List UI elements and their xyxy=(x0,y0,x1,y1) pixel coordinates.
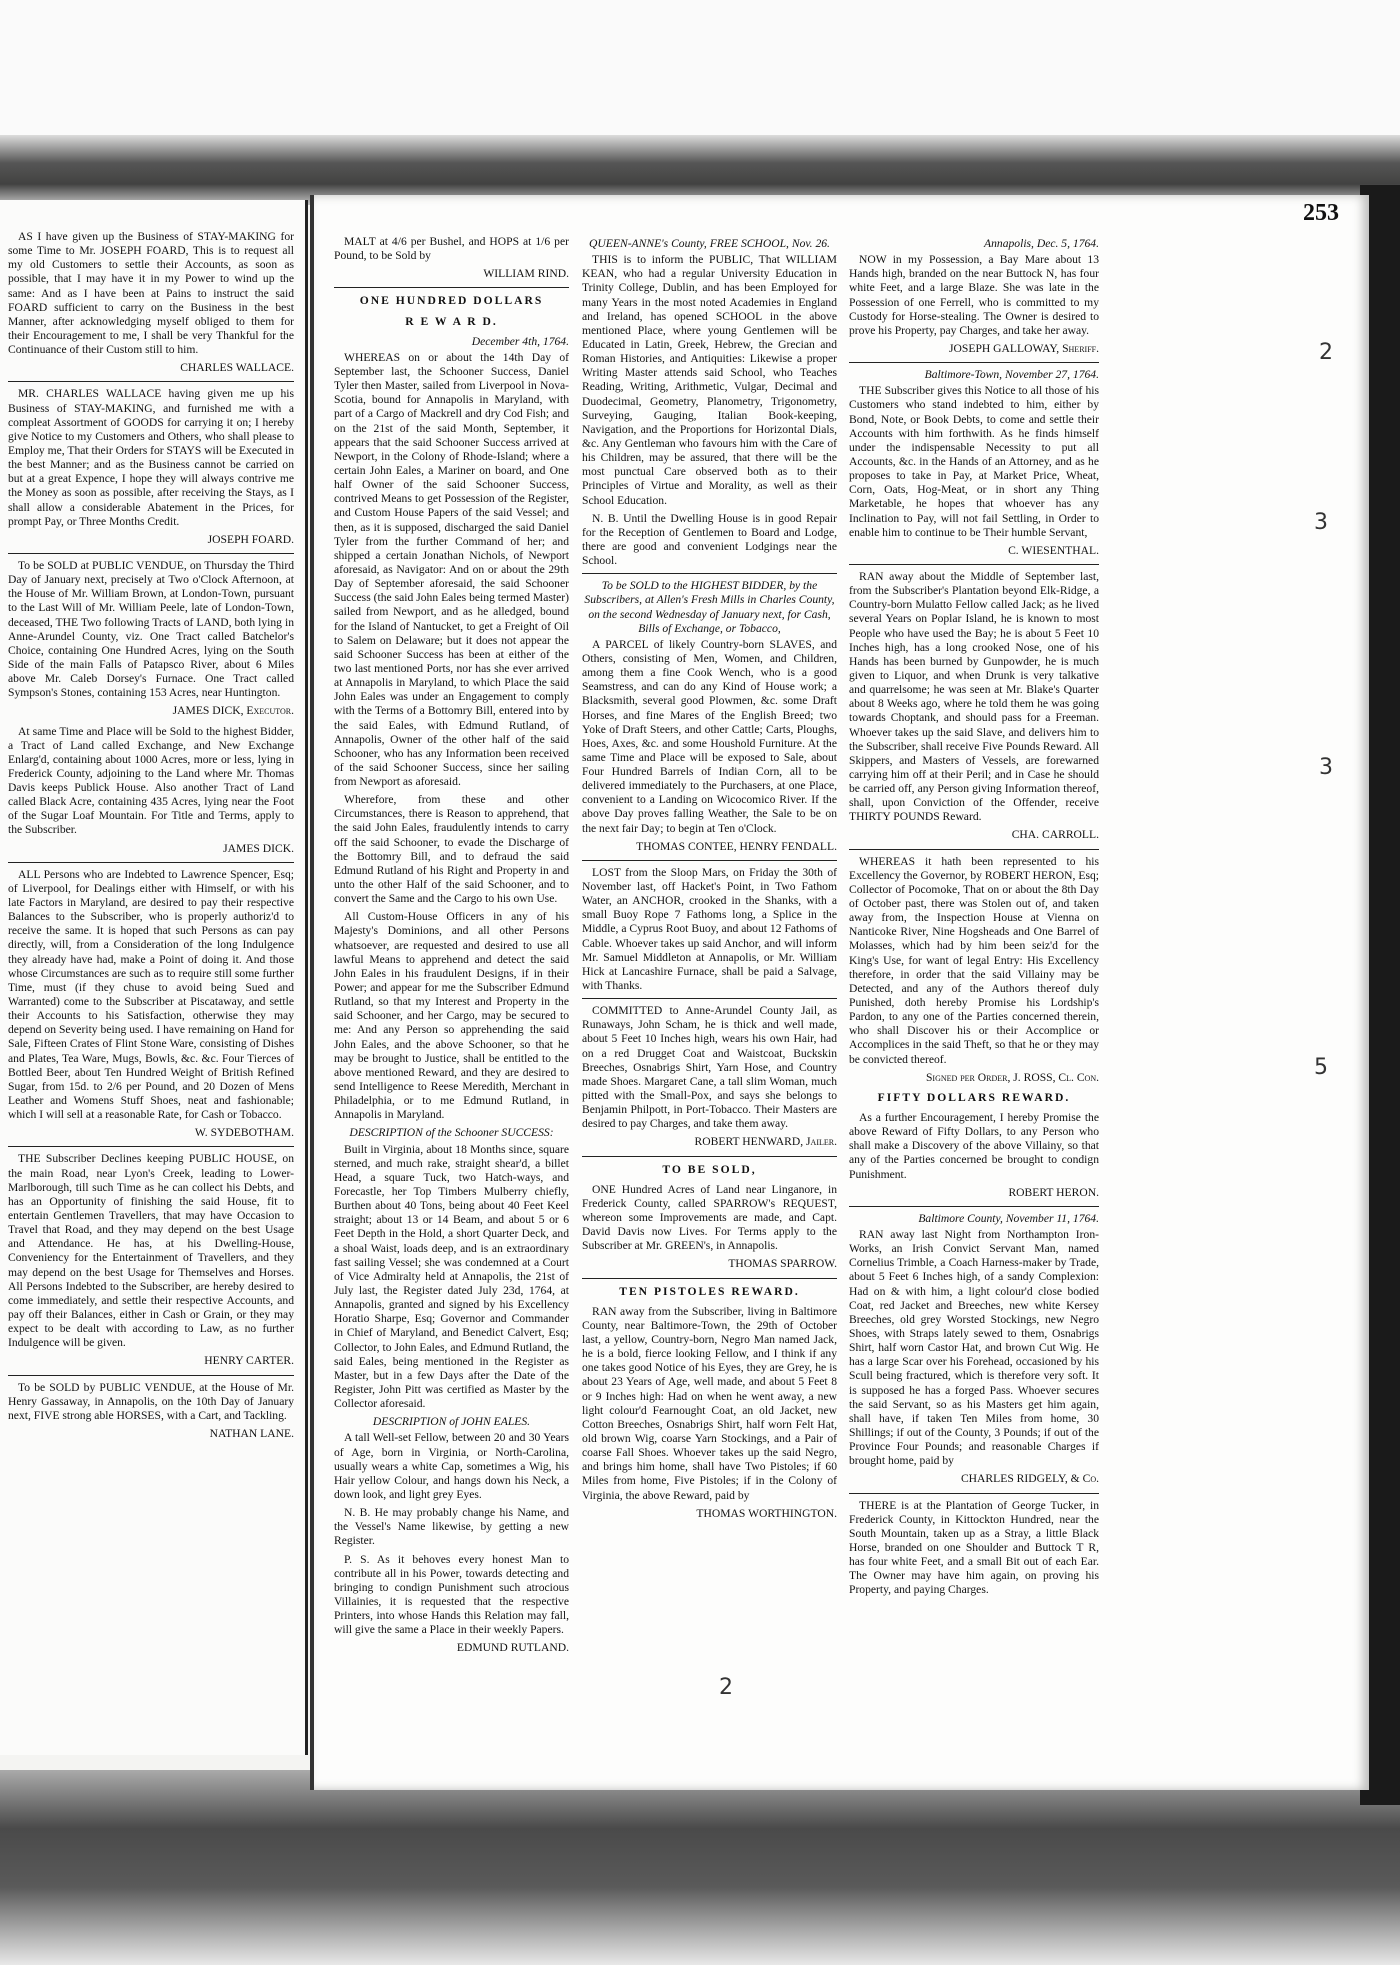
lost-anchor: LOST from the Sloop Mars, on Friday the 30th of November last, off Hacket's Point, in Two Fathom Water, an ANCHOR, crooked in the Shanks, with a small Buoy Rope 7 Fathoms long, a Splice in the Middle, a Cyprus Root Buoy, and about 12 Fathoms of Cable. Whoever takes up said Anchor, and will inform Mr. Samuel Middleton at Annapolis, or Mr. William Hick at Lancashire Furnace, shall be paid a Salvage, with Thanks. xyxy=(582,865,837,993)
mare-sign: JOSEPH GALLOWAY, Sheriff. xyxy=(949,341,1099,355)
rule xyxy=(582,1156,837,1157)
margin-mark: 3 xyxy=(1319,755,1333,780)
wiesenthal-ad: THE Subscriber gives this Notice to all those of his Customers who stand indebted to him, either by Bond, Note, or Book Debts, to come and settle their Accounts with him forthwith. As he finds himself under the indispensable Necessity to put all Accounts, &c. in the Hands of an Attorney, and as he proposes to take in Pay, at Market Price, Wheat, Corn, Oats, Hog-Meat, or in short any Thing Marketable, he hopes that whoever has any Inclination to Pay, will not fail Settling, in Order to enable him to continue to be Their humble Servant, xyxy=(849,384,1099,539)
reward-p3: All Custom-House Officers in any of his Majesty's Dominions, and all other Persons whatsoever, are requested and desired to use all lawful Means to apprehend and detect the said John Eales in his fraudulent Designs, if in their Power; and appear for me the Subscriber Edmund Rutland, so that my Interest and Property in the said Schooner, and her Cargo, may be secured to me: And any Person so apprehending the said John Eales, and the above Schooner, so that he may be brought to Justice, shall be entitled to the above mentioned Reward, and they are desired to send Intelligence to Reese Meredith, Merchant in Philadelphia, or to me Edmund Rutland, in Annapolis in Maryland. xyxy=(334,910,569,1122)
heron-reward: As a further Encouragement, I hereby Promise the above Reward of Fifty Dollars, to any Person who shall make a Discovery of the above Villainy, so that any of the Parties concerned be brought to condign Punishment. xyxy=(849,1111,1099,1181)
ad-spencer: ALL Persons who are Indebted to Lawrence Spencer, Esq; of Liverpool, for Dealings either with Himself, or with his late Factors in Maryland, are desired to pay their respective Balances to the Subscriber, who is properly authoriz'd to receive the same. It is hoped that such Persons as can pay directly, will, from a Consideration of the long Indulgence they already have had, make a Point of doing it. And those whose Circumstances are such as to require still some further Time, must (if they chuse to avoid being Sued and Warranted) come to the Subscriber at Piscataway, and settle their Accounts to his Satisfaction, otherwise they may depend on Severity being used. I have remaining on Hand for Sale, Fifteen Crates of Flint Stone Ware, consisting of Dishes and Plates, Tea Ware, Mugs, Bowls, &c. &c. Four Tierces of Bottled Beer, about Ten Hundred Weight of British Refined Sugar, from 15d. to 2/6 per Pound, and 20 Dozen of Mens Leather and Womens Stuff Shoes, neat and fashionable; which I will sell at a reasonable Rate, for Cash or Tobacco. xyxy=(8,867,294,1122)
ad-vendue-land: To be SOLD at PUBLIC VENDUE, on Thursday the Third Day of January next, precisely at Two o'Clock Afternoon, at the House of Mr. William Brown, at London-Town, pursuant to the Last Will of Mr. William Peele, late of London-Town, deceased, THE Two following Tracts of LAND, both lying in Anne-Arundel County, viz. One Tract called Batchelor's Choice, containing One Hundred Acres, lying on the South Side of the main Falls of Patapsco River, about 6 Miles above Mr. Caleb Dorsey's Furnace. One Tract called Sympson's Stones, containing 153 Acres, near Huntington. xyxy=(8,558,294,700)
slaves-sale-heading: To be SOLD to the HIGHEST BIDDER, by the Subscribers, at Allen's Fresh Mills in Charles County, on the second Wednesday of January next, for Cash, Bills of Exchange, or Tobacco, xyxy=(584,579,835,635)
rule xyxy=(8,1375,294,1376)
pistoles-ad: RAN away from the Subscriber, living in Baltimore County, near Baltimore-Town, the 29th of October last, a yellow, Country-born, Negro Man named Jack, he is a bold, fierce looking Fellow, and I think if any one takes good Notice of his Eyes, they are Grey, he is about 23 Years of Age, well made, and about 5 Feet 8 or 9 Inches high: Had on when he went away, a new light colour'd Fearnought Coat, an old Jacket, new Cotton Breeches, Osnabrigs Shirt, half worn Felt Hat, old brown Wig, coarse Yarn Stockings, and a Pair of coarse Fall Shoes. Whoever takes up the said Negro, and brings him home, shall have Two Pistoles; if 60 Miles from home, Five Pistoles; if in the Colony of Virginia, the above Reward, paid by xyxy=(582,1304,837,1502)
right-page xyxy=(310,195,1369,1790)
school-heading: QUEEN-ANNE's County, FREE SCHOOL, Nov. 26. xyxy=(589,237,830,250)
left-page-column xyxy=(8,230,294,1447)
left-page xyxy=(0,200,308,1755)
pistoles-sign: THOMAS WORTHINGTON. xyxy=(696,1506,837,1520)
gutter-shadow-bottom xyxy=(0,1770,1400,1965)
column-2 xyxy=(582,235,837,1527)
reward-ps: P. S. As it behoves every honest Man to contribute all in his Power, towards detecting and bringing to condign Punishment such atrocious Villainies, it is requested that the respective Printers, into whose Hands this Relation may fall, will give the same a Place in their weekly Papers. xyxy=(334,1552,569,1637)
sold-heading: TO BE SOLD, xyxy=(662,1162,757,1176)
reward-date: December 4th, 1764. xyxy=(471,334,569,348)
wiesenthal-sign: C. WIESENTHAL. xyxy=(1008,543,1099,557)
trimble-sign: CHARLES RIDGELY, & Co. xyxy=(960,1472,1099,1486)
rule xyxy=(582,1278,837,1279)
ad-wallace-sign: CHARLES WALLACE. xyxy=(180,361,294,375)
desc-eales-heading: DESCRIPTION of JOHN EALES. xyxy=(372,1415,531,1429)
committed-sign: ROBERT HENWARD, Jailer. xyxy=(694,1135,837,1149)
page-number: 253 xyxy=(1303,200,1339,226)
rule xyxy=(334,287,569,288)
rule xyxy=(849,362,1099,363)
school-ad: THIS is to inform the PUBLIC, That WILLIAM KEAN, who had a regular University Education in Trinity College, Dublin, and has been Employed for many Years in the most noted Academies in England and Ireland, has opened SCHOOL in the above mentioned Place, where young Gentlemen will be Educated in Latin, Greek, Hebrew, the Grecian and Roman Histories, and Antiquities: Likewise a proper Writing Master attends said School, who Teaches Reading, Writing, Arithmetic, Vulgar, Decimal and Duodecimal, Geometry, Planometry, Trigonometry, Surveying, Gauging, Italian Book-keeping, Navigation, and the Proportions for Horizontal Dials, &c. Any Gentleman who favours him with the Care of his Children, may be assured, that there will be the most punctual Care observed both as to their Principles of Virtue and Morality, as well as their School Education. xyxy=(582,253,837,507)
slaves-sale-sign: THOMAS CONTEE, HENRY FENDALL. xyxy=(636,839,837,853)
ad-public-house-sign: HENRY CARTER. xyxy=(204,1354,294,1368)
heron-sign-1: Signed per Order, J. ROSS, Cl. Con. xyxy=(925,1070,1099,1084)
scan-background-top xyxy=(0,0,1400,135)
stray-horse: THERE is at the Plantation of George Tucker, in Frederick County, in Kittockton Hundred, near the South Mountain, taken up as a Stray, a little Black Horse, branded on one Shoulder and Buttock T R, has four white Feet, and a small Bit out of each Ear. The Owner may have him again, on proving his Property, and paying Charges. xyxy=(849,1498,1099,1597)
reward-sign: EDMUND RUTLAND. xyxy=(456,1641,569,1655)
slaves-sale: A PARCEL of likely Country-born SLAVES, and Others, consisting of Men, Women, and Children, among them a fine Cook Wench, who is a good Seamstress, and can do any Kind of House work; a Blacksmith, several good Plowmen, &c. some Draft Horses, and fine Mares of the English Breed; two Yoke of Draft Steers, and other Cattle; Carts, Ploughs, Hoes, Axes, &c. and some Houshold Furniture. At the same Time and Place will be exposed to Sale, about Four Hundred Barrels of Indian Corn, all to be delivered immediately to the Purchasers, at one Place, convenient to a Landing on Wicocomico River. If the above Day proves falling Weather, the Sale to be on the next fair Day; to begin at Ten o'Clock. xyxy=(582,637,837,835)
desc-schooner: Built in Virginia, about 18 Months since, square sterned, and much rake, straight shear'd, a billet Head, a square Tuck, two Hatch-ways, and Forecastle, her Top Timbers Mulberry chiefly, Burthen about 40 Tons, being about 40 Feet Keel straight; about 13 or 14 Beam, and about 5 or 6 Feet Depth in the Hold, a short Quarter Deck, and a shoal Waist, loads deep, and is an extraordinary fast sailing Vessel; she was condemned at a Court of Vice Admiralty held at Annapolis, the 21st of July last, the Register dated July 23d, 1764, at Annapolis, granted and signed by his Excellency Horatio Sharpe, Esq; Governor and Commander in Chief of Maryland, and Benedict Calvert, Esq; Collector, to John Eales, and Edmund Rutland, the said Eales, being mentioned in the Register as Master, but in a few Days after the Date of the Register, John Pitt was certified as Master by the Collector aforesaid. xyxy=(334,1142,569,1411)
ad-horses-sign: NATHAN LANE. xyxy=(209,1426,294,1440)
malt-sign: WILLIAM RIND. xyxy=(483,267,569,281)
reward-p1: WHEREAS on or about the 14th Day of September last, the Schooner Success, Daniel Tyler then Master, sailed from Liverpool in Nova-Scotia, bound for Annapolis in Maryland, with part of a Cargo of Mackrell and dry Cod Fish; and on the 21st of the said Month, September, it appears that the said Schooner Success arrived at Newport, in the Colony of Rhode-Island; where a certain John Eales, a Mariner on board, and One half Owner of the said Schooner Success, contrived Means to get Possession of the Register, and Custom House Papers of the said Vessel; and then, as it is supposed, discharged the said Daniel Tyler from the further Command of her; and shipped a certain Jonathan Nichols, of Newport aforesaid, as Navigator: And on or about the 29th Day of September aforesaid, the said Schooner Success (the said John Eales being termed Master) sailed from Newport, and as he alledged, bound for the Island of Nantucket, to get a Freight of Oil to Salem on Delaware; but it does not appear the said Schooner Success has been at either of the two last mentioned Ports, nor has she ever arrived at Annapolis in Maryland, to which Place the said John Eales was under an Engagement to comply with the Terms of a Bottomry Bill, entered into by the said Eales, with Edmund Rutland, of Annapolis, Owner of the other half of the said Schooner, who has any Information been received of the said Schooner Success, since her sailing from Newport as aforesaid. xyxy=(334,350,569,789)
ad-horses: To be SOLD by PUBLIC VENDUE, at the House of Mr. Henry Gassaway, in Annapolis, on the 10th Day of January next, FIVE strong able HORSES, with a Cart, and Tackling. xyxy=(8,1380,294,1422)
pistoles-heading: TEN PISTOLES REWARD. xyxy=(619,1284,800,1298)
mare-date: Annapolis, Dec. 5, 1764. xyxy=(984,237,1099,250)
rule xyxy=(849,564,1099,565)
heron-notice: WHEREAS it hath been represented to his Excellency the Governor, by ROBERT HERON, Esq; Collector of Pocomoke, That on or about the 8th Day of October past, there was Stolen out of, and taken away from, the Inspection House at Vienna on Nanticoke River, Nine Hogsheads and One Barrel of Molasses, which had by him been seiz'd for the King's Use, for want of legal Entry: His Excellency therefore, in order that the said Villainy may be Detected, and any of the Authors thereof duly Punished, doth hereby Promise his Lordship's Pardon, to any one of the Parties concerned therein, who shall Discover his or their Accomplice or Accomplices in the said Theft, so that he or they may be convicted thereof. xyxy=(849,854,1099,1066)
ad-wallace: AS I have given up the Business of STAY-MAKING for some Time to Mr. JOSEPH FOARD, This is to request all my old Customers to settle their Accounts, as soon as possible, that I may have it in my Power to wind up the same: And as I have been at Pains to instruct the said FOARD sufficient to carry on the Business in the best Manner, after acknowledging myself obliged to them for their Encouragement to me, I shall be very Thankful for the Continuance of their Custom still to him. xyxy=(8,230,294,357)
committed-ad: COMMITTED to Anne-Arundel County Jail, as Runaways, John Scham, he is thick and well made, about 5 Feet 10 Inches high, wears his own Hair, had on a red Drugget Coat and Waistcoat, Buckskin Breeches, Osnabrigs Shirt, Yarn Hose, and Country made Shoes. Margaret Cane, a tall slim Woman, much pitted with the Small-Pox, and says she belongs to Benjamin Philpott, in Port-Tobacco. Their Masters are desired to pay Charges, and take them away. xyxy=(582,1004,837,1131)
rule xyxy=(849,849,1099,850)
sold-sign: THOMAS SPARROW. xyxy=(728,1257,837,1271)
desc-schooner-heading: DESCRIPTION of the Schooner SUCCESS: xyxy=(349,1126,554,1140)
ad-foard-sign: JOSEPH FOARD. xyxy=(207,532,294,546)
ad-exchange: At same Time and Place will be Sold to the highest Bidder, a Tract of Land called Exchange, and New Exchange Enlarg'd, containing about 1000 Acres, more or less, lying in Frederick County, adjoining to the Land where Mr. Thomas Davis keeps Publick House. Also another Tract of Land called Black Acre, containing 435 Acres, lying near the Foot of the Sugar Loaf Mountain. For Title and Terms, apply to the Subscriber. xyxy=(8,724,294,837)
margin-mark: 2 xyxy=(1319,340,1333,365)
mare-ad: NOW in my Possession, a Bay Mare about 13 Hands high, branded on the near Buttock N, has four white Feet, and a large Blaze. She was late in the Possession of one Ferrell, who is committed to my Custody for Horse-stealing. The Owner is desired to prove his Property, pay Charges, and take her away. xyxy=(849,253,1099,337)
reward-nb: N. B. He may probably change his Name, and the Vessel's Name likewise, by getting a new Register. xyxy=(334,1506,569,1548)
heron-reward-heading: FIFTY DOLLARS REWARD. xyxy=(877,1090,1071,1104)
heron-sign-2: ROBERT HERON. xyxy=(1008,1185,1099,1199)
runaway-trimble: RAN away last Night from Northampton Iron-Works, an Irish Convict Servant Man, named Cornelius Trimble, a Coach Harness-maker by Trade, about 5 Feet 6 Inches high, of a sandy Complexion: Had on & with him, a light colour'd close bodied Coat, red Jacket and Breeches, new white Kersey Breeches, old grey Worsted Stockings, new Negro Shoes, with Straps lately sewed to them, Osnabrigs Shirt, half worn Castor Hat, and brown Cut Wig. He has a large Scar over his Forehead, occasioned by his Scull being fractured, which is therefore very soft. It is supposed he has a forged Pass. Whoever secures the said Servant, so as his Masters get him again, shall have, if taken Ten Miles from home, 30 Shillings; if out of the County, 3 Pounds; if out of the Province Four Pounds; and reasonable Charges if brought home, paid by xyxy=(849,1228,1099,1468)
ad-public-house: THE Subscriber Declines keeping PUBLIC HOUSE, on the main Road, near Lyon's Creek, leading to Lower-Marlborough, till such Time as he can collect his Debts, and has an Opportunity of finishing the said House, fit to entertain Gentlemen Travellers, that may have Occasion to Travel that Road, and they may depend on the best Usage and Attendance. He has, at his Dwelling-House, Conveniency for the Entertainment of Travellers, and they may depend on the best Usage for Themselves and Horses. All Persons Indebted to the Subscriber, are hereby desired to come immediately, and settle their respective Accounts, and pay off their Balances, either in Cash or Grain, or they may expect to be dealt with according to Law, as no further Indulgence will be given. xyxy=(8,1152,294,1350)
reward-heading: ONE HUNDRED DOLLARS xyxy=(359,294,544,308)
rule xyxy=(849,1493,1099,1494)
margin-mark: 5 xyxy=(1314,1055,1328,1080)
margin-mark: 3 xyxy=(1314,510,1328,535)
rule xyxy=(8,862,294,863)
ad-foard: MR. CHARLES WALLACE having given me up his Business of STAY-MAKING, and furnished me with a compleat Assortment of GOODS for carrying it on; I hereby give Notice to my Customers and Others, who shall please to Employ me, That their Orders for STAYS will be Executed in the best Manner; and as the Business cannot be carried on but at a great Expence, I hope they will always contrive me the Money as soon as possible, after receiving the Stays, as I shall allow a considerable Abatement in the Prices, for prompt Pay, or Three Months Credit. xyxy=(8,387,294,528)
rule xyxy=(849,1206,1099,1207)
runaway-jack-sign: CHA. CARROLL. xyxy=(1011,828,1099,842)
column-1 xyxy=(334,235,569,1662)
school-nb: N. B. Until the Dwelling House is in good Repair for the Reception of Gentlemen to Board and Lodge, there are good and convenient Lodgings near the School. xyxy=(582,511,837,568)
ad-exchange-sign: JAMES DICK. xyxy=(223,841,294,855)
rule xyxy=(582,573,837,574)
malt-ad: MALT at 4/6 per Bushel, and HOPS at 1/6 per Pound, to be Sold by xyxy=(334,235,569,263)
reward-p2: Wherefore, from these and other Circumstances, there is Reason to apprehend, that the said John Eales, fraudulently intends to carry off the said Schooner, to evade the Discharge of the Bottomry Bill, and to defraud the said Edmund Rutland of his Right and Property in and unto the other Half of the said Schooner, and to convert the Same and the Cargo to his own Use. xyxy=(334,793,569,906)
trimble-date: Baltimore County, November 11, 1764. xyxy=(918,1211,1099,1225)
rule xyxy=(8,381,294,382)
runaway-jack: RAN away about the Middle of September last, from the Subscriber's Plantation beyond Elk-Ridge, a Country-born Mulatto Fellow called Jack; as he lived several Years on Poplar Island, he is known to most People who have used the Bay; he is about 5 Feet 10 Inches high, has a long crooked Nose, one of his Hands has been burned by Gunpowder, he is much given to Liquor, and when Drunk is very talkative and quarrelsome; he was seen at Mr. Blake's Quarter about 8 Weeks ago, where he told them he was going towards Choptank, and should pass for a Freeman. Whoever takes up the said Slave, and delivers him to the Subscriber, shall receive Five Pounds Reward. All Skippers, and Masters of Vessels, are forewarned carrying him off at their Peril; and in Case he should be carried off, any Person giving Information thereof, shall, upon Conviction of the Offender, receive THIRTY POUNDS Reward. xyxy=(849,569,1099,824)
rule xyxy=(8,1146,294,1147)
wiesenthal-date: Baltimore-Town, November 27, 1764. xyxy=(924,368,1099,382)
desc-eales: A tall Well-set Fellow, between 20 and 30 Years of Age, born in Virginia, or North-Carolina, usually wears a white Cap, sometimes a Wig, his Hair yellow Colour, and hangs down his Neck, a down look, and light grey Eyes. xyxy=(334,1431,569,1501)
rule xyxy=(582,998,837,999)
margin-mark: 2 xyxy=(719,1675,733,1700)
ad-vendue-land-sign: JAMES DICK, Executor. xyxy=(172,704,294,718)
rule xyxy=(582,860,837,861)
ad-spencer-sign: W. SYDEBOTHAM. xyxy=(194,1126,294,1140)
rule xyxy=(8,553,294,554)
column-3 xyxy=(849,235,1099,1602)
sold-ad: ONE Hundred Acres of Land near Linganore, in Frederick County, called SPARROW's REQUEST, whereon some Improvements are made, and Capt. David Davis now Lives. For Terms apply to the Subscriber at Mr. GREEN's, in Annapolis. xyxy=(582,1182,837,1253)
reward-heading-2: R E W A R D. xyxy=(405,314,498,328)
